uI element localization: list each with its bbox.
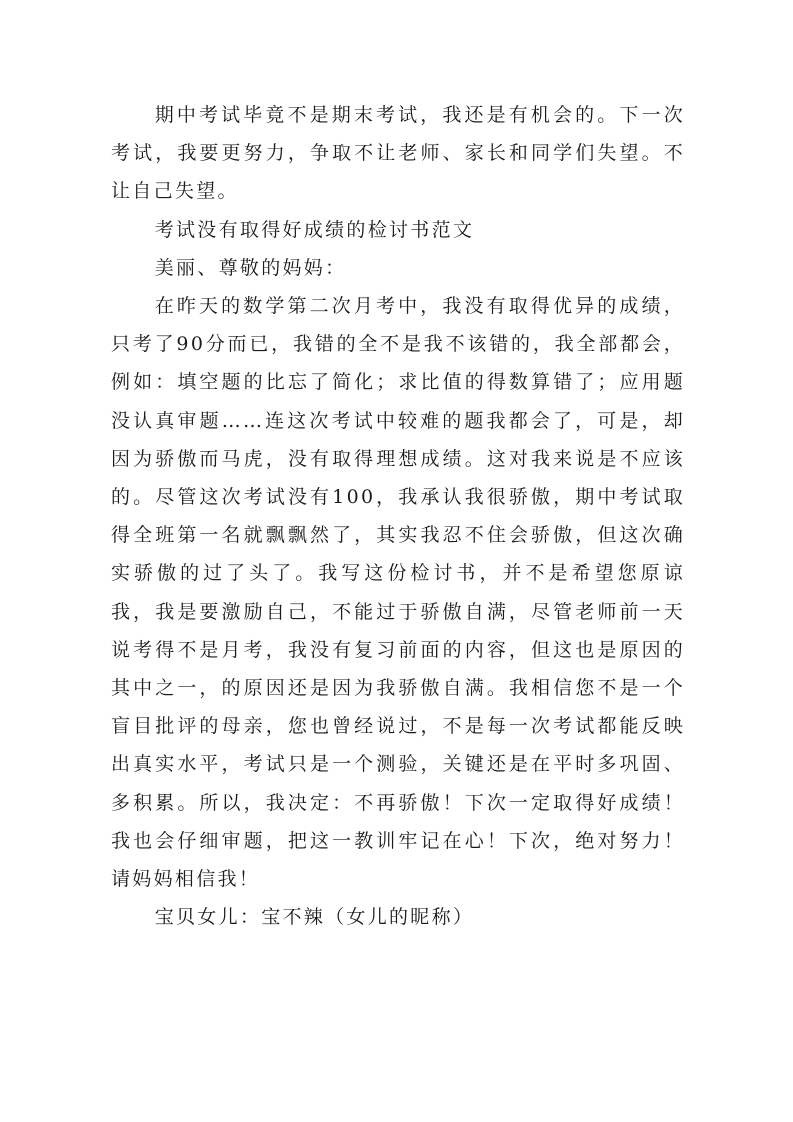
- paragraph-salutation: 美丽、尊敬的妈妈：: [154, 256, 347, 279]
- document-body: [111, 96, 685, 936]
- paragraph-signature: 宝贝女儿：宝不辣（女儿的昵称）: [154, 906, 475, 929]
- paragraph-section-title: 考试没有取得好成绩的检讨书范文: [154, 218, 475, 241]
- paragraph-letter-body: 在昨天的数学第二次月考中，我没有取得优异的成绩，只考了90分而已，我错的全不是我不该错的，我全部都会，例如：填空题的比忘了简化；求比值的得数算错了；应用题没认真审题……连这次考试中较难的题我都会了，可是，却因为骄傲而马虎，没有取得理想成绩。这对我来说是不应该的。尽管这次考试没有100，我承认我很骄傲，期中考试取得全班第一名就飘飘然了，其实我忍不住会骄傲，但这次确实骄傲的过了头了。我写这份检讨书，并不是希望您原谅我，我是要激励自己，不能过于骄傲自满，尽管老师前一天说考得不是月考，我没有复习前面的内容，但这也是原因的其中之一，的原因还是因为我骄傲自满。我相信您不是一个盲目批评的母亲，您也曾经说过，不是每一次考试都能反映出真实水平，考试只是一个测验，关键还是在平时多巩固、多积累。所以，我决定：不再骄傲！下次一定取得好成绩！我也会仔细审题，把这一教训牢记在心！下次，绝对努力！请妈妈相信我！: [111, 295, 685, 891]
- paragraph-exam-reflection: 期中考试毕竟不是期末考试，我还是有机会的。下一次考试，我要更努力，争取不让老师、家长和同学们失望。不让自己失望。: [111, 104, 685, 203]
